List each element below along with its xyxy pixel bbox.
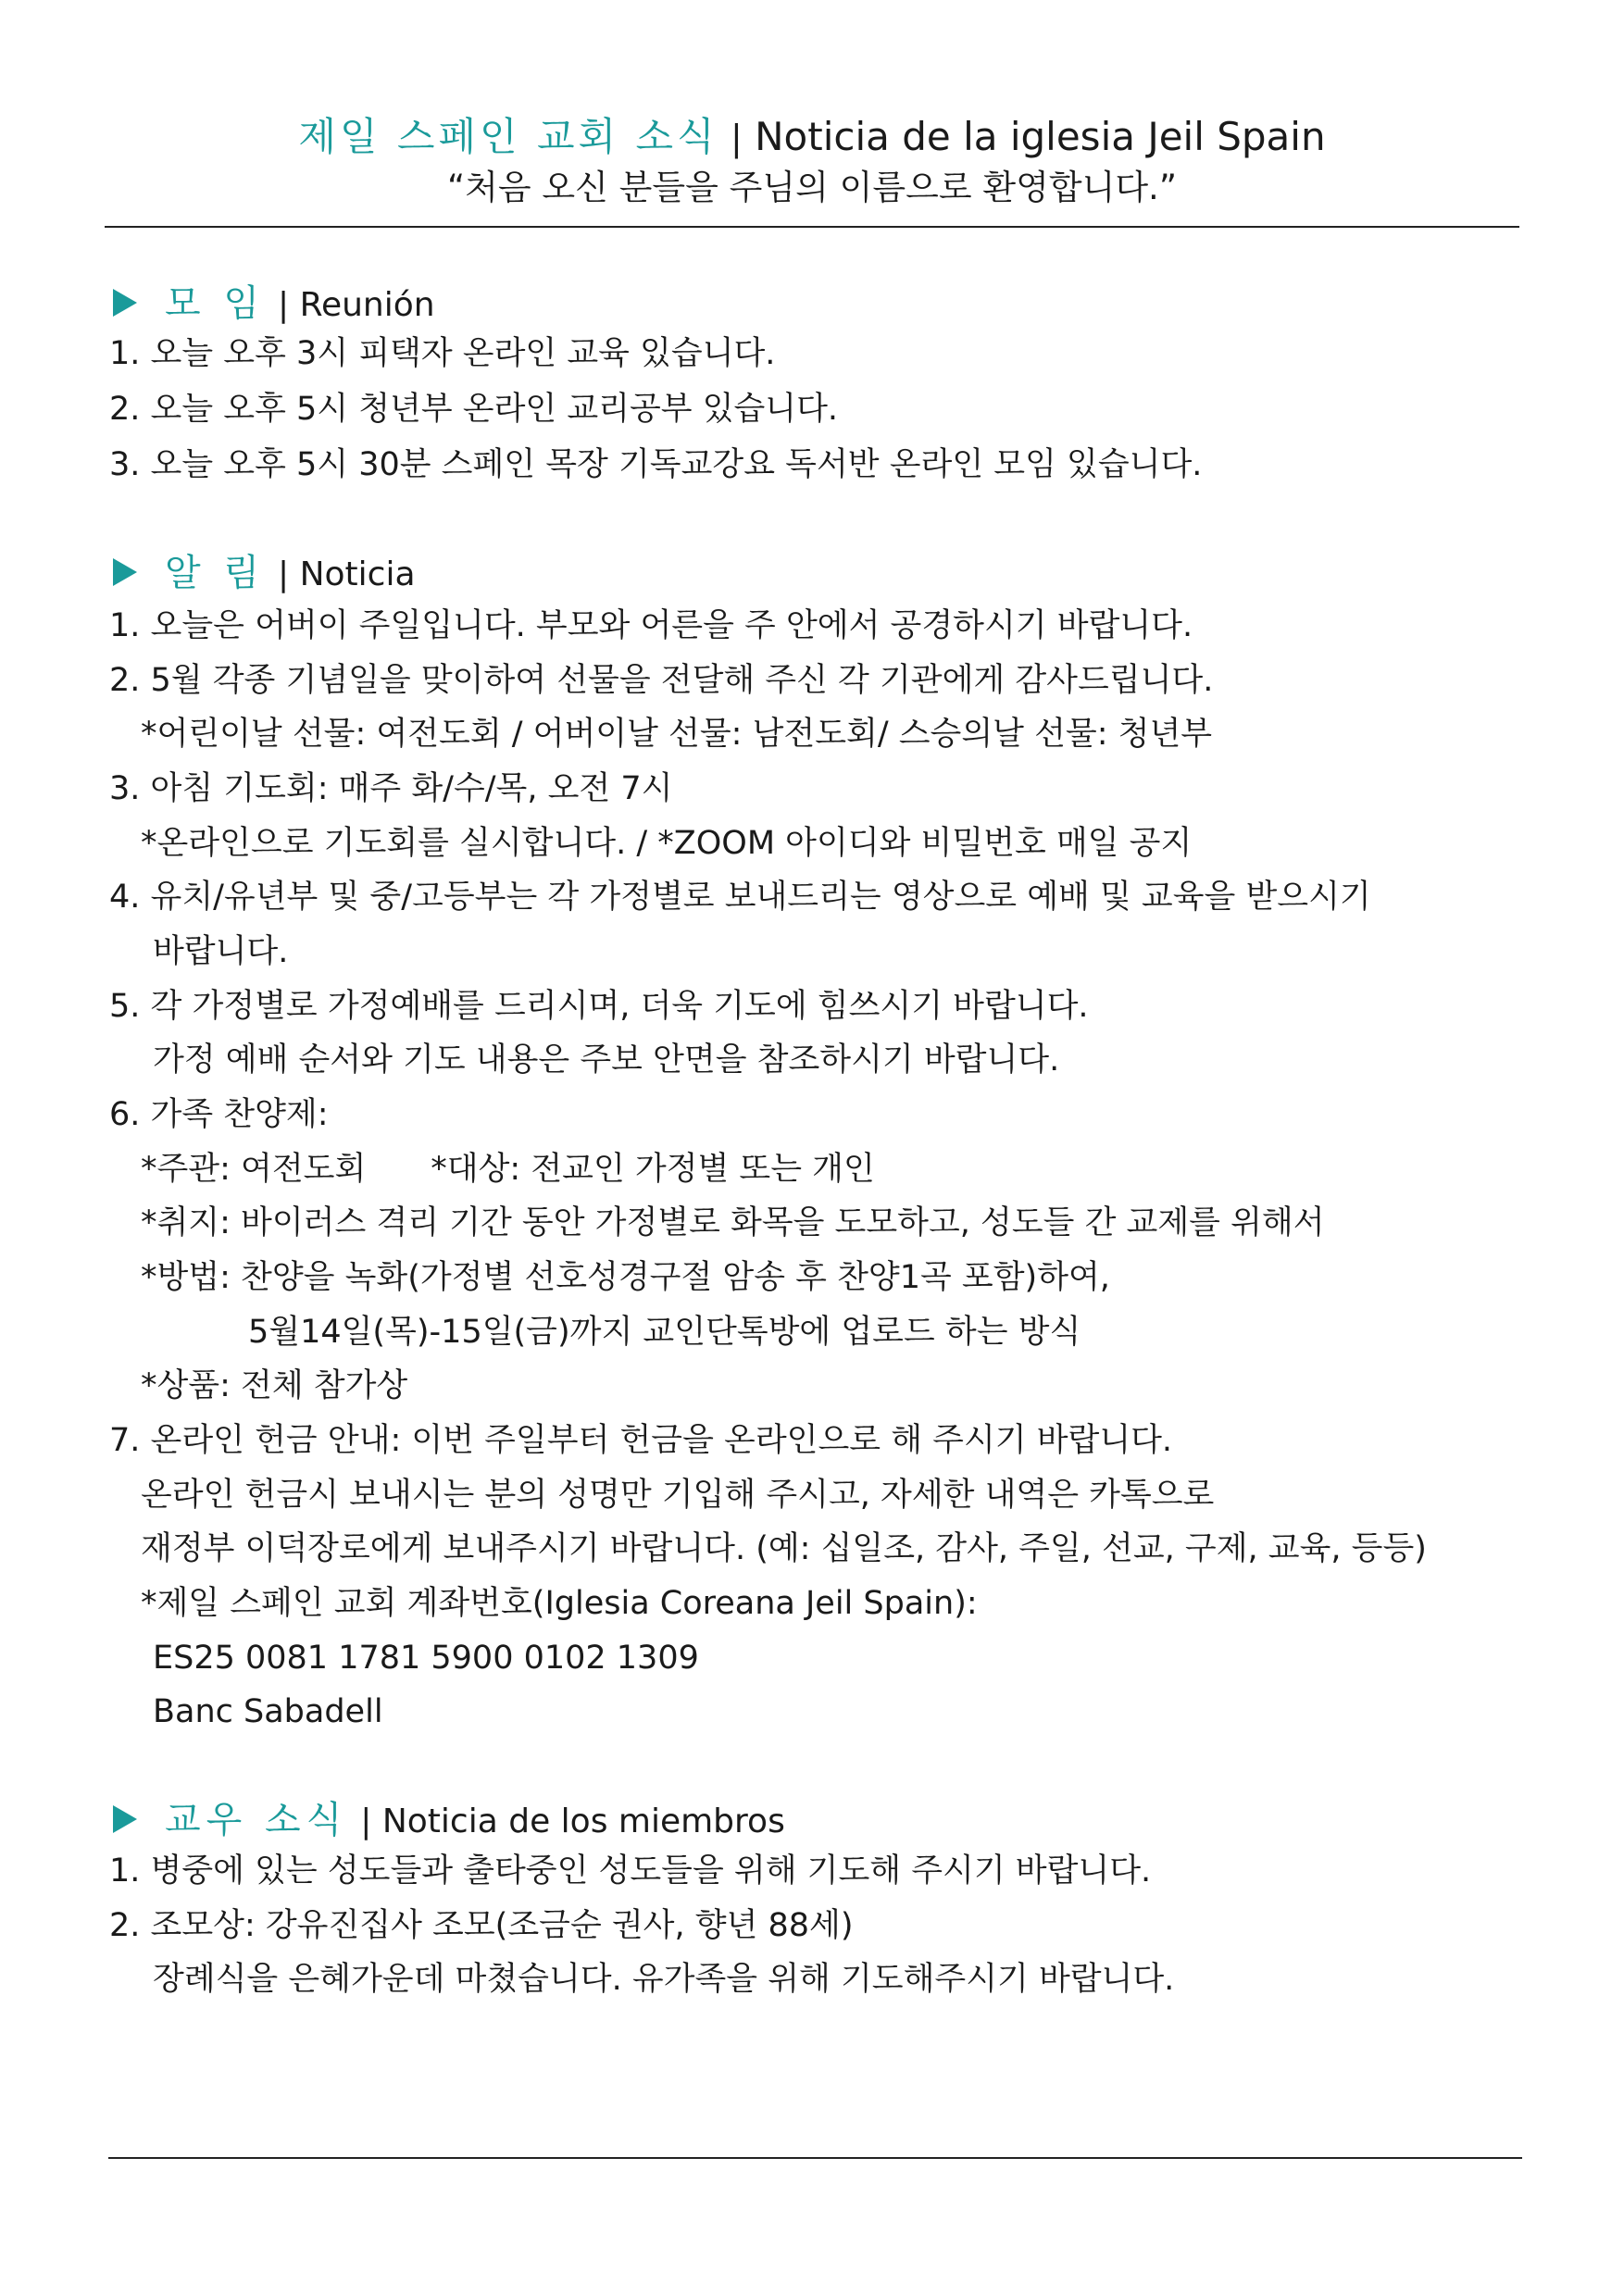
list-item-note: *취지: 바이러스 격리 기간 동안 가정별로 화목을 도모하고, 성도들 간 교제를 위해서 [141, 1204, 1325, 1241]
list-item-continuation: 재정부 이덕장로에게 보내주시기 바랍니다. (예: 십일조, 감사, 주일, 선교, 구제, 교육, 등등) [141, 1530, 1427, 1567]
list-item: 5. 각 가정별로 가정예배를 드리시며, 더욱 기도에 힘쓰시기 바랍니다. [109, 988, 1089, 1025]
page-title [0, 111, 1624, 164]
section-reunion-heading [113, 278, 435, 330]
list-item: 6. 가족 찬양제: [109, 1096, 329, 1133]
triangle-right-icon [113, 558, 137, 586]
section-noticia-heading [113, 547, 416, 599]
list-item: 2. 5월 각종 기념일을 맞이하여 선물을 전달해 주신 각 기관에게 감사드립니다. [109, 662, 1214, 699]
list-item-continuation: 5월14일(목)-15일(금)까지 교인단톡방에 업로드 하는 방식 [248, 1314, 1081, 1351]
list-item-note: *방법: 찬양을 녹화(가정별 선호성경구절 암송 후 찬양1곡 포함)하여, [141, 1259, 1110, 1296]
section-title-spanish: | Reunión [278, 286, 435, 324]
title-korean: 제일 스페인 교회 소식 [298, 114, 718, 159]
section-title-korean: 교우 소식 [165, 1799, 348, 1841]
list-item: 4. 유치/유년부 및 중/고등부는 각 가정별로 보내드리는 영상으로 예배 및 교육을 받으시기 [109, 879, 1371, 916]
bank-account-number: ES25 0081 1781 5900 0102 1309 [153, 1640, 699, 1677]
list-item-note: *어린이날 선물: 여전도회 / 어버이날 선물: 남전도회/ 스승의날 선물: 청년부 [141, 716, 1213, 753]
triangle-right-icon [113, 1805, 137, 1833]
list-item: 1. 오늘은 어버이 주일입니다. 부모와 어른을 주 안에서 공경하시기 바랍니다. [109, 607, 1193, 644]
list-item: 2. 오늘 오후 5시 청년부 온라인 교리공부 있습니다. [109, 391, 839, 428]
note-organizer: *주관: 여전도회 [141, 1151, 367, 1188]
title-spanish: Noticia de la iglesia Jeil Spain [755, 114, 1326, 159]
bank-name: Banc Sabadell [153, 1693, 383, 1730]
list-item-continuation: 온라인 헌금시 보내시는 분의 성명만 기입해 주시고, 자세한 내역은 카톡으로 [141, 1477, 1215, 1514]
list-item-note: *상품: 전체 참가상 [141, 1367, 408, 1404]
triangle-right-icon [113, 289, 137, 317]
section-title-spanish: | Noticia de los miembros [360, 1802, 785, 1840]
section-title-korean: 알 림 [165, 552, 265, 594]
list-item: 1. 병중에 있는 성도들과 출타중인 성도들을 위해 기도해 주시기 바랍니다. [109, 1852, 1152, 1890]
page-subtitle: “처음 오신 분들을 주님의 이름으로 환영합니다.” [446, 168, 1177, 207]
top-divider [105, 226, 1519, 228]
list-item: 3. 오늘 오후 5시 30분 스페인 목장 기독교강요 독서반 온라인 모임 있습니다. [109, 446, 1203, 483]
list-item-note: *온라인으로 기도회를 실시합니다. / *ZOOM 아이디와 비밀번호 매일 공지 [141, 825, 1193, 862]
section-title-spanish: | Noticia [278, 555, 416, 593]
note-target: *대상: 전교인 가정별 또는 개인 [431, 1151, 875, 1188]
list-item-continuation: 장례식을 은혜가운데 마쳤습니다. 유가족을 위해 기도해주시기 바랍니다. [153, 1961, 1175, 1998]
list-item-continuation: 가정 예배 순서와 기도 내용은 주보 안면을 참조하시기 바랍니다. [153, 1041, 1060, 1079]
list-item-continuation: 바랍니다. [153, 933, 289, 970]
list-item: 7. 온라인 헌금 안내: 이번 주일부터 헌금을 온라인으로 해 주시기 바랍니다. [109, 1422, 1173, 1459]
list-item: 1. 오늘 오후 3시 피택자 온라인 교육 있습니다. [109, 335, 776, 372]
bottom-divider [108, 2157, 1522, 2159]
section-title-korean: 모 임 [165, 282, 265, 325]
list-item: 2. 조모상: 강유진집사 조모(조금순 권사, 향년 88세) [109, 1907, 854, 1944]
title-separator: | [730, 118, 743, 158]
section-miembros-heading [113, 1794, 785, 1846]
list-item-note: *제일 스페인 교회 계좌번호(Iglesia Coreana Jeil Spain): [141, 1585, 978, 1622]
list-item-note [141, 1146, 875, 1192]
list-item: 3. 아침 기도회: 매주 화/수/목, 오전 7시 [109, 770, 673, 807]
